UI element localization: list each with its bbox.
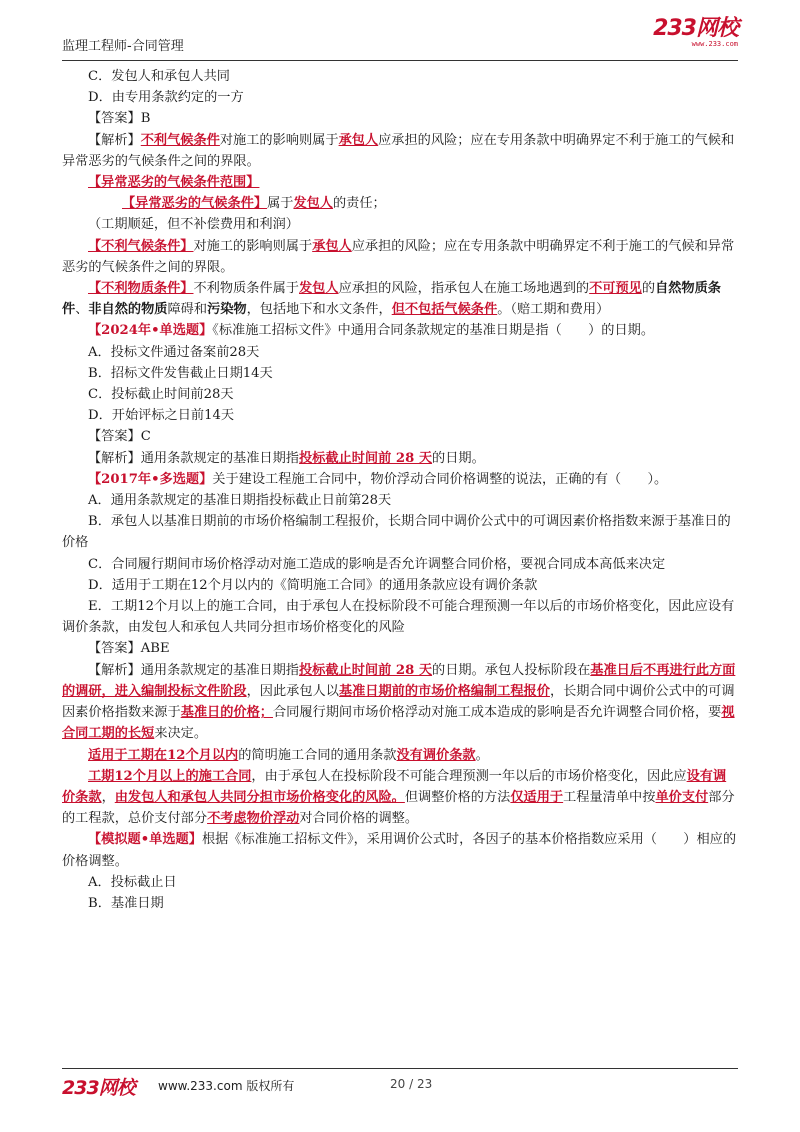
question-text: 关于建设工程施工合同中，物价浮动合同价格调整的说法，正确的有（ ）。 [212, 471, 668, 487]
q1-explanation [62, 130, 738, 172]
q2-answer: 【答案】C [88, 429, 151, 445]
text: 应承担的风险；应在专用条款中明确界定不利于施工的气候和异常恶劣的气候条件之间的界限。 [62, 238, 735, 275]
highlight: 【不利气候条件】 [88, 238, 194, 254]
text: 通用条款规定的基准日期指 [140, 662, 299, 678]
q2-option-d: D．开始评标之日前14天 [88, 408, 235, 424]
question-text: 根据《标准施工招标文件》，采用调价公式时，各因子的基本价格指数应采用（ ）相应的价格调整。 [62, 832, 737, 869]
highlight: 承包人 [312, 238, 352, 254]
highlight: 投标截止时间前 28 天 [299, 662, 433, 678]
text: 对施工的影响则属于 [219, 132, 339, 148]
text: 应承担的风险；应在专用条款中明确界定不利于施工的气候和异常恶劣的气候条件之间的界限。 [62, 132, 735, 169]
text: 的简明施工合同的通用条款 [238, 747, 397, 763]
highlight: 发包人 [293, 196, 333, 212]
q1-answer: 【答案】B [88, 111, 151, 127]
q2-explanation [62, 448, 738, 469]
header-title: 监理工程师-合同管理 [62, 39, 184, 54]
text: 的责任； [333, 196, 386, 212]
q3-option-b: B．承包人以基准日期前的市场价格编制工程报价，长期合同中调价公式中的可调因素价格指数来源于基准日的价格 [62, 514, 731, 551]
text: 对施工的影响则属于 [193, 238, 313, 254]
text: 对合同价格的调整。 [299, 811, 419, 827]
footer-copyright: www.233.com 版权所有 [158, 1079, 295, 1093]
text: 部分的工程款，总价支付部分 [62, 789, 735, 827]
q2-option-c: C．投标截止时间前28天 [88, 387, 234, 403]
text: ， [101, 789, 115, 805]
note-paragraph [62, 278, 738, 320]
document-body [62, 66, 738, 914]
highlight: 仅适用于 [510, 789, 564, 805]
text: 障碍和 [167, 302, 208, 318]
highlight: 基准日期前的市场价格编制工程报价 [338, 683, 550, 699]
bold-text: 自然物质条件 [62, 281, 721, 318]
note-heading [62, 172, 738, 193]
highlight: 不考虑物价浮动 [207, 811, 300, 827]
text: 。 [475, 747, 489, 763]
note-line: （工期顺延，但不补偿费用和利润） [88, 217, 299, 233]
text: 属于 [267, 196, 294, 212]
bold-text: 非自然的物质 [88, 302, 168, 318]
highlight: 【异常恶劣的气候条件】 [122, 196, 268, 212]
highlight: 基准日的价格； [180, 705, 273, 721]
highlight: 但不包括气候条件 [391, 302, 498, 318]
text: ，由于承包人在投标阶段不可能合理预测一年以后的市场价格变化，因此应 [251, 768, 687, 784]
page-header [62, 18, 738, 61]
q3-option-a: A．通用条款规定的基准日期指投标截止日前第28天 [88, 493, 392, 509]
text: ，长期合同中调价公式中的可调因素价格指数来源于 [62, 683, 735, 721]
highlight: 基准日后不再进行此方面的调研，进入编制投标文件阶段 [62, 662, 736, 699]
text: 工程量清单中按 [563, 789, 656, 805]
highlight: 设有调价条款 [62, 768, 727, 805]
footer-logo: 233网校 [62, 1077, 135, 1099]
page-number: 20 / 23 [390, 1077, 433, 1091]
highlight: 投标截止时间前 28 天 [299, 450, 433, 466]
q3-option-d: D．适用于工期在12个月以内的《简明施工合同》的通用条款应设有调价条款 [88, 577, 538, 593]
bold-text: 污染物 [207, 302, 247, 318]
q3-answer: 【答案】ABE [88, 641, 170, 657]
highlight: 不可预见 [589, 281, 642, 297]
text: 。（赔工期和费用） [497, 302, 610, 318]
q2-option-a: A．投标文件通过备案前28天 [88, 344, 260, 360]
logo-text: 233网校 [653, 16, 738, 41]
text: 合同履行期间市场价格浮动对施工成本造成的影响是否允许调整合同价格，要 [273, 705, 722, 721]
explanation-label: 【解析】 [88, 132, 141, 148]
q3-explanation [62, 660, 738, 745]
q2-stem [62, 320, 738, 341]
text: ，包括地下和水文条件， [246, 302, 392, 318]
highlight: 单价支付 [655, 789, 709, 805]
highlight: 由发包人和承包人共同分担市场价格变化的风险。 [114, 789, 405, 805]
q4-stem [62, 829, 738, 871]
highlight: 视合同工期的长短 [62, 705, 735, 742]
q3-stem [62, 469, 738, 490]
text: ，因此承包人以 [246, 683, 339, 699]
q1-option-d: D．由专用条款约定的一方 [88, 90, 244, 106]
highlight: 工期12个月以上的施工合同 [88, 768, 252, 784]
note-line [62, 193, 738, 214]
note-title: 【异常恶劣的气候条件范围】 [88, 175, 260, 191]
text: 但调整价格的方法 [404, 789, 511, 805]
explanation-label: 【解析】 [88, 662, 141, 678]
q1-option-c: C．发包人和承包人共同 [88, 69, 230, 84]
page-footer [62, 1068, 738, 1099]
text: 来决定。 [154, 726, 208, 742]
text: 不利物质条件属于 [193, 281, 299, 297]
logo-url: www.233.com [691, 40, 738, 48]
q3-explanation-p3 [62, 766, 738, 830]
q4-option-a: A．投标截止日 [88, 874, 177, 890]
question-tag: 【2024年•单选题】 [88, 323, 213, 339]
highlight: 不利气候条件 [140, 132, 220, 148]
highlight: 发包人 [299, 281, 339, 297]
q4-option-b: B．基准日期 [88, 895, 164, 911]
highlight: 没有调价条款 [396, 747, 476, 763]
highlight: 承包人 [338, 132, 379, 148]
text: 、 [75, 302, 89, 318]
q3-option-c: C．合同履行期间市场价格浮动对施工造成的影响是否允许调整合同价格，要视合同成本高低来决定 [88, 556, 666, 572]
question-tag: 【模拟题•单选题】 [88, 832, 202, 848]
text: 通用条款规定的基准日期指 [140, 450, 299, 466]
q3-explanation-p2 [62, 745, 738, 766]
text: 的日期。承包人投标阶段在 [432, 662, 591, 678]
note-paragraph [62, 236, 738, 278]
highlight: 【不利物质条件】 [88, 281, 194, 297]
question-text: 《标准施工招标文件》中通用合同条款规定的基准日期是指（ ）的日期。 [212, 323, 655, 339]
explanation-label: 【解析】 [88, 450, 141, 466]
text: 应承担的风险，指承包人在施工场地遇到的 [338, 281, 590, 297]
q2-option-b: B．招标文件发售截止日期14天 [88, 365, 273, 381]
highlight: 适用于工期在12个月以内 [88, 747, 239, 763]
text: 的 [641, 281, 656, 297]
question-tag: 【2017年•多选题】 [88, 471, 213, 487]
brand-logo [653, 18, 738, 49]
text: 的日期。 [432, 450, 485, 466]
q3-option-e: E．工期12个月以上的施工合同，由于承包人在投标阶段不可能合理预测一年以后的市场价格变化，因此应设有调价条款，由发包人和承包人共同分担市场价格变化的风险 [62, 599, 735, 636]
